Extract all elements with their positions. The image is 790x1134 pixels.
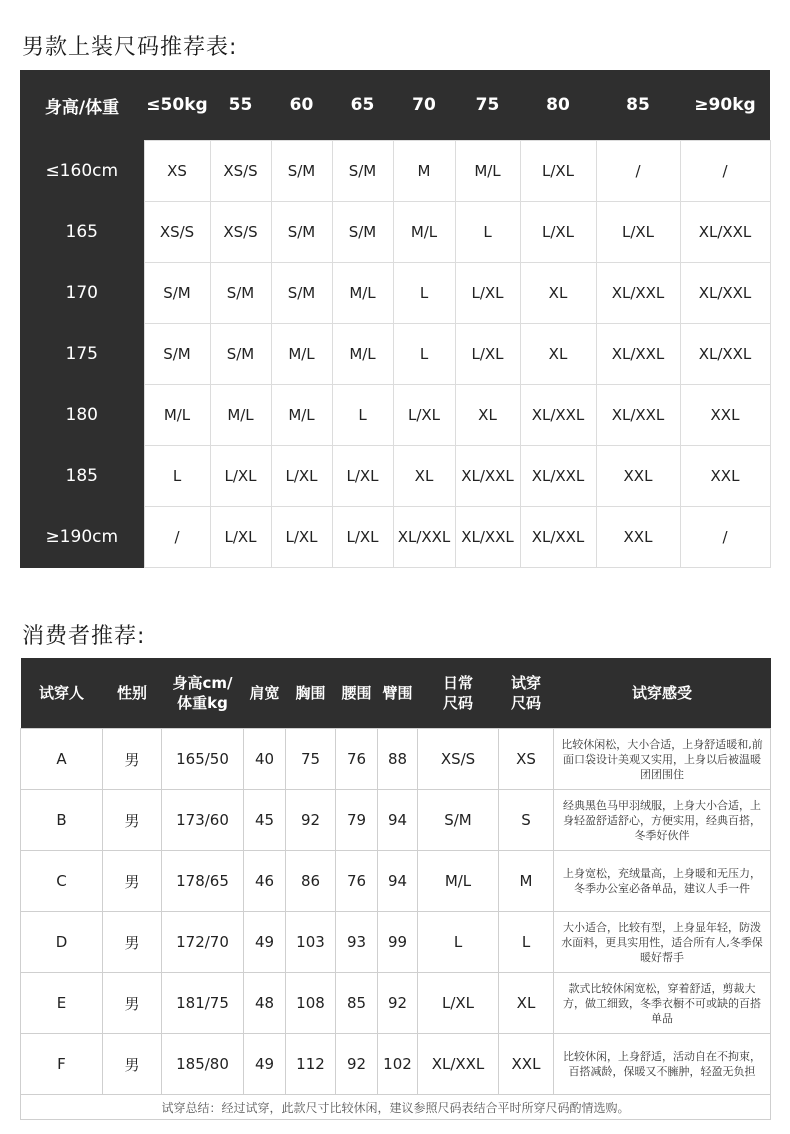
size-cell: XS/S	[144, 202, 210, 263]
size-cell: L/XL	[271, 446, 332, 507]
consumer-table	[20, 658, 771, 1120]
header-feel: 试穿感受	[554, 658, 771, 729]
daily-size-cell: XL/XXL	[418, 1034, 499, 1095]
size-row	[20, 263, 770, 324]
header-shoulder: 肩宽	[244, 658, 286, 729]
size-cell: L/XL	[520, 141, 596, 202]
weight-header: ≤50kg	[144, 70, 210, 141]
size-chart-table	[20, 70, 771, 568]
height-weight-cell: 165/50	[162, 729, 244, 790]
size-cell: S/M	[271, 202, 332, 263]
chest-cell: 103	[286, 912, 336, 973]
height-weight-cell: 178/65	[162, 851, 244, 912]
size-cell: /	[144, 507, 210, 568]
consumer-header-row	[21, 658, 771, 729]
shoulder-cell: 40	[244, 729, 286, 790]
size-row	[20, 202, 770, 263]
weight-header: 85	[596, 70, 680, 141]
person-cell: B	[21, 790, 103, 851]
weight-header: 80	[520, 70, 596, 141]
size-cell: XL/XXL	[680, 324, 770, 385]
size-cell: M/L	[144, 385, 210, 446]
size-cell: XXL	[596, 507, 680, 568]
size-cell: S/M	[271, 141, 332, 202]
size-cell: S/M	[144, 324, 210, 385]
waist-cell: 79	[336, 790, 378, 851]
size-cell: M/L	[393, 202, 455, 263]
tried-size-cell: XL	[499, 973, 554, 1034]
size-cell: XXL	[596, 446, 680, 507]
daily-size-cell: L/XL	[418, 973, 499, 1034]
size-cell: L	[393, 324, 455, 385]
shoulder-cell: 48	[244, 973, 286, 1034]
shoulder-cell: 45	[244, 790, 286, 851]
size-cell: XS	[144, 141, 210, 202]
size-cell: XL/XXL	[680, 263, 770, 324]
size-cell: L/XL	[210, 507, 271, 568]
size-cell: S/M	[210, 324, 271, 385]
feel-cell: 大小适合，比较有型，上身显年轻，防泼水面料，更具实用性，适合所有人,冬季保暖好帮手	[554, 912, 771, 973]
size-row	[20, 446, 770, 507]
tried-size-cell: S	[499, 790, 554, 851]
size-cell: L/XL	[332, 446, 393, 507]
summary-row	[21, 1095, 771, 1120]
size-chart-header-row	[20, 70, 770, 141]
size-cell: XL	[455, 385, 520, 446]
height-label: 165	[20, 202, 144, 263]
person-cell: E	[21, 973, 103, 1034]
header-person: 试穿人	[21, 658, 103, 729]
header-daily-size: 日常 尺码	[418, 658, 499, 729]
consumer-title: 消费者推荐:	[22, 624, 146, 649]
tried-size-cell: M	[499, 851, 554, 912]
arm-cell: 94	[378, 851, 418, 912]
size-cell: M/L	[332, 324, 393, 385]
consumer-row	[21, 790, 771, 851]
size-cell: L	[393, 263, 455, 324]
size-cell: M	[393, 141, 455, 202]
size-cell: XS/S	[210, 141, 271, 202]
size-row	[20, 507, 770, 568]
feel-cell: 比较休闲松，大小合适，上身舒适暖和,前面口袋设计美观又实用，上身以后被温暖团团围住	[554, 729, 771, 790]
header-tried-size: 试穿 尺码	[499, 658, 554, 729]
size-cell: XL/XXL	[520, 385, 596, 446]
size-cell: XL	[520, 324, 596, 385]
height-label: 180	[20, 385, 144, 446]
size-cell: XL/XXL	[455, 507, 520, 568]
size-cell: L	[332, 385, 393, 446]
daily-size-cell: XS/S	[418, 729, 499, 790]
gender-cell: 男	[103, 973, 162, 1034]
gender-cell: 男	[103, 1034, 162, 1095]
size-cell: /	[596, 141, 680, 202]
size-cell: XL	[393, 446, 455, 507]
height-weight-cell: 173/60	[162, 790, 244, 851]
consumer-row	[21, 912, 771, 973]
tried-size-cell: XS	[499, 729, 554, 790]
person-cell: D	[21, 912, 103, 973]
size-cell: L/XL	[393, 385, 455, 446]
weight-header: 70	[393, 70, 455, 141]
size-cell: L/XL	[210, 446, 271, 507]
size-cell: XL	[520, 263, 596, 324]
daily-size-cell: L	[418, 912, 499, 973]
size-row	[20, 324, 770, 385]
waist-cell: 92	[336, 1034, 378, 1095]
height-label: ≤160cm	[20, 141, 144, 202]
size-cell: S/M	[332, 202, 393, 263]
size-cell: XS/S	[210, 202, 271, 263]
gender-cell: 男	[103, 790, 162, 851]
size-cell: M/L	[210, 385, 271, 446]
size-cell: L/XL	[332, 507, 393, 568]
size-cell: /	[680, 507, 770, 568]
height-label: 175	[20, 324, 144, 385]
size-cell: L/XL	[596, 202, 680, 263]
consumer-row	[21, 851, 771, 912]
size-cell: L	[455, 202, 520, 263]
feel-cell: 比较休闲，上身舒适，活动自在不拘束，百搭减龄，保暖又不臃肿，轻盈无负担	[554, 1034, 771, 1095]
header-waist: 腰围	[336, 658, 378, 729]
chest-cell: 86	[286, 851, 336, 912]
feel-cell: 款式比较休闲宽松，穿着舒适，剪裁大方，做工细致，冬季衣橱不可或缺的百搭单品	[554, 973, 771, 1034]
size-cell: M/L	[455, 141, 520, 202]
chest-cell: 112	[286, 1034, 336, 1095]
waist-cell: 85	[336, 973, 378, 1034]
weight-header: 60	[271, 70, 332, 141]
height-label: ≥190cm	[20, 507, 144, 568]
size-chart-title: 男款上装尺码推荐表:	[22, 35, 238, 60]
daily-size-cell: S/M	[418, 790, 499, 851]
tried-size-cell: L	[499, 912, 554, 973]
person-cell: F	[21, 1034, 103, 1095]
size-row	[20, 141, 770, 202]
size-cell: S/M	[332, 141, 393, 202]
height-label: 185	[20, 446, 144, 507]
arm-cell: 94	[378, 790, 418, 851]
header-gender: 性别	[103, 658, 162, 729]
waist-cell: 76	[336, 729, 378, 790]
height-label: 170	[20, 263, 144, 324]
shoulder-cell: 49	[244, 1034, 286, 1095]
size-cell: XL/XXL	[596, 385, 680, 446]
arm-cell: 88	[378, 729, 418, 790]
size-cell: XL/XXL	[393, 507, 455, 568]
waist-cell: 93	[336, 912, 378, 973]
size-cell: L/XL	[455, 324, 520, 385]
size-cell: XL/XXL	[455, 446, 520, 507]
arm-cell: 92	[378, 973, 418, 1034]
weight-header: 55	[210, 70, 271, 141]
weight-header: 65	[332, 70, 393, 141]
size-cell: M/L	[271, 385, 332, 446]
size-cell: XL/XXL	[596, 263, 680, 324]
consumer-row	[21, 729, 771, 790]
person-cell: A	[21, 729, 103, 790]
size-cell: L/XL	[271, 507, 332, 568]
gender-cell: 男	[103, 912, 162, 973]
size-cell: M/L	[271, 324, 332, 385]
gender-cell: 男	[103, 729, 162, 790]
consumer-row	[21, 973, 771, 1034]
size-cell: XL/XXL	[596, 324, 680, 385]
size-cell: /	[680, 141, 770, 202]
arm-cell: 99	[378, 912, 418, 973]
height-weight-cell: 181/75	[162, 973, 244, 1034]
chest-cell: 108	[286, 973, 336, 1034]
chest-cell: 75	[286, 729, 336, 790]
size-cell: XL/XXL	[520, 446, 596, 507]
arm-cell: 102	[378, 1034, 418, 1095]
summary-text: 试穿总结：经过试穿，此款尺寸比较休闲，建议参照尺码表结合平时所穿尺码酌情选购。	[21, 1095, 771, 1120]
waist-cell: 76	[336, 851, 378, 912]
size-cell: M/L	[332, 263, 393, 324]
tried-size-cell: XXL	[499, 1034, 554, 1095]
size-cell: S/M	[210, 263, 271, 324]
gender-cell: 男	[103, 851, 162, 912]
size-cell: L	[144, 446, 210, 507]
header-height-weight: 身高cm/ 体重kg	[162, 658, 244, 729]
size-cell: XL/XXL	[680, 202, 770, 263]
chest-cell: 92	[286, 790, 336, 851]
size-cell: L/XL	[520, 202, 596, 263]
size-cell: XXL	[680, 446, 770, 507]
weight-header: ≥90kg	[680, 70, 770, 141]
shoulder-cell: 49	[244, 912, 286, 973]
person-cell: C	[21, 851, 103, 912]
shoulder-cell: 46	[244, 851, 286, 912]
size-row	[20, 385, 770, 446]
corner-header: 身高/体重	[20, 70, 144, 141]
consumer-row	[21, 1034, 771, 1095]
size-cell: S/M	[144, 263, 210, 324]
feel-cell: 经典黑色马甲羽绒服，上身大小合适，上身轻盈舒适舒心，方便实用，经典百搭，冬季好伙伴	[554, 790, 771, 851]
size-cell: XXL	[680, 385, 770, 446]
header-chest: 胸围	[286, 658, 336, 729]
size-cell: XL/XXL	[520, 507, 596, 568]
daily-size-cell: M/L	[418, 851, 499, 912]
size-cell: L/XL	[455, 263, 520, 324]
header-arm: 臂围	[378, 658, 418, 729]
height-weight-cell: 172/70	[162, 912, 244, 973]
size-cell: S/M	[271, 263, 332, 324]
weight-header: 75	[455, 70, 520, 141]
feel-cell: 上身宽松，充绒量高，上身暖和无压力，冬季办公室必备单品，建议人手一件	[554, 851, 771, 912]
height-weight-cell: 185/80	[162, 1034, 244, 1095]
